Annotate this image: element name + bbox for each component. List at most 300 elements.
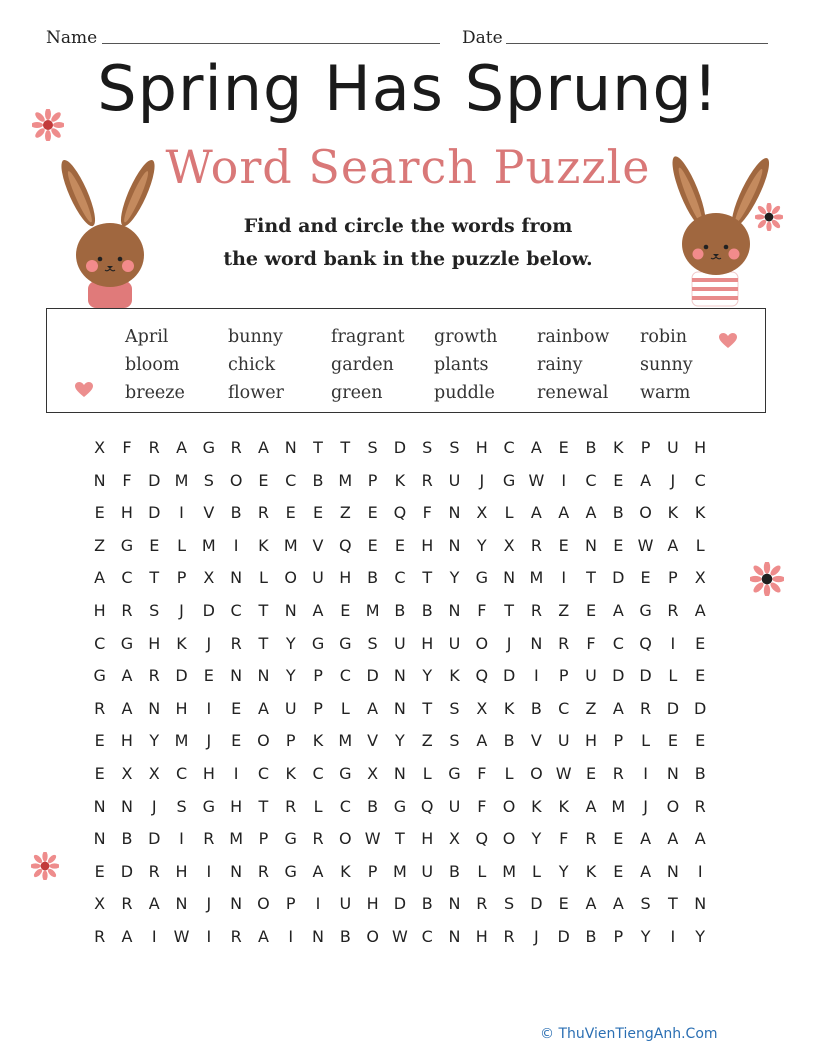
puzzle-letter[interactable]: N: [393, 666, 406, 686]
puzzle-letter[interactable]: R: [640, 698, 652, 718]
puzzle-letter[interactable]: I: [670, 633, 676, 653]
puzzle-letter[interactable]: B: [312, 470, 324, 490]
puzzle-letter[interactable]: X: [503, 535, 515, 555]
puzzle-letter[interactable]: E: [258, 470, 269, 490]
puzzle-letter[interactable]: Z: [94, 535, 106, 555]
puzzle-letter[interactable]: J: [206, 731, 212, 751]
puzzle-letter[interactable]: J: [179, 600, 184, 620]
puzzle-letter[interactable]: D: [120, 861, 134, 881]
puzzle-letter[interactable]: N: [448, 926, 461, 946]
puzzle-letter[interactable]: U: [557, 731, 570, 751]
puzzle-letter[interactable]: M: [611, 796, 626, 816]
puzzle-letter[interactable]: K: [531, 796, 542, 816]
puzzle-letter[interactable]: W: [364, 829, 381, 849]
puzzle-letter[interactable]: B: [503, 731, 515, 751]
puzzle-letter[interactable]: T: [667, 894, 678, 914]
puzzle-letter[interactable]: F: [477, 796, 487, 816]
puzzle-letter[interactable]: H: [475, 926, 488, 946]
puzzle-letter[interactable]: I: [670, 926, 676, 946]
puzzle-letter[interactable]: T: [586, 568, 596, 588]
puzzle-letter[interactable]: C: [339, 796, 351, 816]
puzzle-letter[interactable]: N: [666, 861, 679, 881]
puzzle-letter[interactable]: C: [175, 763, 188, 783]
puzzle-letter[interactable]: E: [695, 731, 706, 751]
puzzle-letter[interactable]: P: [258, 829, 269, 849]
puzzle-letter[interactable]: Y: [422, 666, 433, 686]
puzzle-letter[interactable]: O: [229, 470, 243, 490]
puzzle-letter[interactable]: E: [585, 600, 597, 620]
puzzle-letter[interactable]: B: [121, 829, 133, 849]
puzzle-letter[interactable]: D: [502, 666, 516, 686]
puzzle-letter[interactable]: S: [449, 731, 460, 751]
puzzle-letter[interactable]: E: [285, 503, 296, 523]
puzzle-letter[interactable]: C: [257, 763, 270, 783]
puzzle-letter[interactable]: P: [367, 861, 378, 881]
puzzle-letter[interactable]: P: [176, 568, 187, 588]
puzzle-letter[interactable]: W: [555, 763, 572, 783]
puzzle-letter[interactable]: Q: [475, 666, 489, 686]
puzzle-letter[interactable]: N: [230, 894, 243, 914]
puzzle-letter[interactable]: A: [257, 438, 269, 457]
puzzle-letter[interactable]: E: [613, 535, 624, 555]
puzzle-letter[interactable]: M: [393, 861, 407, 881]
puzzle-letter[interactable]: V: [530, 731, 542, 751]
puzzle-letter[interactable]: O: [339, 829, 352, 849]
puzzle-letter[interactable]: Z: [421, 731, 433, 751]
puzzle-letter[interactable]: M: [338, 731, 353, 751]
puzzle-letter[interactable]: T: [258, 633, 269, 653]
puzzle-letter[interactable]: R: [121, 894, 133, 914]
puzzle-letter[interactable]: X: [476, 503, 488, 523]
puzzle-letter[interactable]: A: [585, 503, 597, 523]
puzzle-letter[interactable]: V: [312, 535, 324, 555]
puzzle-letter[interactable]: T: [258, 600, 269, 620]
puzzle-letter[interactable]: N: [393, 698, 406, 718]
puzzle-letter[interactable]: O: [530, 763, 543, 783]
puzzle-letter[interactable]: Z: [585, 698, 597, 718]
puzzle-letter[interactable]: A: [558, 503, 570, 523]
puzzle-letter[interactable]: J: [670, 470, 676, 490]
puzzle-letter[interactable]: D: [175, 666, 188, 686]
puzzle-letter[interactable]: R: [148, 861, 160, 881]
puzzle-letter[interactable]: J: [506, 633, 512, 653]
puzzle-letter[interactable]: R: [503, 926, 515, 946]
puzzle-letter[interactable]: K: [340, 861, 351, 881]
puzzle-letter[interactable]: N: [448, 600, 461, 620]
puzzle-letter[interactable]: C: [394, 568, 406, 588]
puzzle-letter[interactable]: G: [339, 633, 352, 653]
puzzle-letter[interactable]: D: [393, 438, 407, 457]
puzzle-letter[interactable]: F: [559, 829, 569, 849]
puzzle-letter[interactable]: F: [122, 470, 132, 490]
puzzle-letter[interactable]: E: [231, 698, 242, 718]
puzzle-letter[interactable]: E: [94, 503, 105, 523]
puzzle-letter[interactable]: M: [201, 535, 216, 555]
puzzle-letter[interactable]: B: [230, 503, 242, 523]
puzzle-letter[interactable]: D: [530, 894, 543, 914]
puzzle-letter[interactable]: R: [667, 600, 679, 620]
puzzle-letter[interactable]: H: [202, 763, 215, 783]
puzzle-letter[interactable]: R: [558, 633, 570, 653]
puzzle-letter[interactable]: T: [313, 438, 323, 457]
puzzle-letter[interactable]: R: [148, 438, 160, 457]
puzzle-letter[interactable]: Z: [558, 600, 570, 620]
puzzle-letter[interactable]: D: [148, 503, 161, 523]
puzzle-letter[interactable]: A: [257, 698, 269, 718]
puzzle-letter[interactable]: Y: [149, 731, 160, 751]
puzzle-letter[interactable]: U: [394, 633, 406, 653]
puzzle-letter[interactable]: R: [230, 633, 242, 653]
puzzle-letter[interactable]: C: [94, 633, 106, 653]
puzzle-letter[interactable]: G: [120, 633, 134, 653]
puzzle-letter[interactable]: I: [288, 926, 294, 946]
puzzle-letter[interactable]: C: [421, 926, 433, 946]
puzzle-letter[interactable]: L: [177, 535, 186, 555]
puzzle-letter[interactable]: M: [174, 470, 189, 490]
puzzle-letter[interactable]: I: [233, 763, 239, 783]
puzzle-letter[interactable]: E: [613, 861, 624, 881]
puzzle-letter[interactable]: R: [94, 926, 106, 946]
puzzle-letter[interactable]: O: [257, 894, 270, 914]
puzzle-letter[interactable]: N: [257, 666, 270, 686]
puzzle-letter[interactable]: Z: [339, 503, 351, 523]
puzzle-letter[interactable]: B: [530, 698, 542, 718]
puzzle-letter[interactable]: O: [284, 568, 298, 588]
puzzle-letter[interactable]: U: [312, 568, 324, 588]
puzzle-letter[interactable]: I: [179, 829, 184, 849]
puzzle-letter[interactable]: K: [585, 861, 597, 881]
puzzle-letter[interactable]: H: [230, 796, 243, 816]
puzzle-letter[interactable]: X: [367, 763, 379, 783]
puzzle-letter[interactable]: R: [612, 763, 624, 783]
puzzle-letter[interactable]: X: [694, 568, 706, 588]
puzzle-letter[interactable]: R: [476, 894, 488, 914]
puzzle-letter[interactable]: D: [666, 698, 680, 718]
puzzle-letter[interactable]: L: [258, 568, 268, 588]
puzzle-letter[interactable]: E: [558, 438, 569, 457]
puzzle-letter[interactable]: A: [176, 438, 188, 457]
puzzle-letter[interactable]: H: [421, 829, 434, 849]
puzzle-letter[interactable]: F: [422, 503, 432, 523]
puzzle-letter[interactable]: P: [313, 698, 323, 718]
puzzle-letter[interactable]: B: [612, 503, 624, 523]
puzzle-letter[interactable]: J: [643, 796, 648, 816]
puzzle-letter[interactable]: A: [640, 829, 652, 849]
puzzle-letter[interactable]: D: [639, 666, 652, 686]
puzzle-letter[interactable]: E: [203, 666, 214, 686]
name-line[interactable]: [102, 43, 440, 44]
puzzle-letter[interactable]: H: [339, 568, 352, 588]
puzzle-letter[interactable]: E: [367, 535, 378, 555]
puzzle-letter[interactable]: I: [315, 894, 321, 914]
puzzle-letter[interactable]: B: [694, 763, 706, 783]
puzzle-letter[interactable]: P: [640, 438, 651, 457]
puzzle-letter[interactable]: S: [367, 633, 378, 653]
puzzle-letter[interactable]: X: [476, 698, 488, 718]
puzzle-letter[interactable]: K: [312, 731, 324, 751]
puzzle-letter[interactable]: T: [340, 438, 351, 457]
puzzle-letter[interactable]: D: [366, 666, 379, 686]
puzzle-letter[interactable]: G: [393, 796, 407, 816]
puzzle-letter[interactable]: P: [558, 666, 569, 686]
puzzle-letter[interactable]: A: [694, 600, 706, 620]
puzzle-letter[interactable]: E: [640, 568, 651, 588]
puzzle-letter[interactable]: U: [284, 698, 297, 718]
puzzle-letter[interactable]: I: [697, 861, 703, 881]
puzzle-letter[interactable]: D: [202, 600, 215, 620]
puzzle-letter[interactable]: A: [640, 861, 652, 881]
puzzle-letter[interactable]: S: [504, 894, 515, 914]
puzzle-letter[interactable]: W: [637, 535, 654, 555]
puzzle-letter[interactable]: N: [175, 894, 188, 914]
puzzle-letter[interactable]: U: [585, 666, 597, 686]
puzzle-letter[interactable]: P: [668, 568, 678, 588]
puzzle-letter[interactable]: A: [667, 829, 679, 849]
puzzle-letter[interactable]: A: [667, 535, 679, 555]
puzzle-letter[interactable]: A: [121, 666, 133, 686]
puzzle-letter[interactable]: T: [258, 796, 269, 816]
puzzle-letter[interactable]: I: [561, 470, 567, 490]
puzzle-letter[interactable]: L: [668, 666, 678, 686]
puzzle-letter[interactable]: S: [176, 796, 187, 816]
puzzle-letter[interactable]: J: [206, 894, 212, 914]
puzzle-letter[interactable]: G: [93, 666, 106, 686]
puzzle-letter[interactable]: N: [585, 535, 597, 555]
puzzle-letter[interactable]: L: [504, 763, 514, 783]
puzzle-letter[interactable]: B: [585, 926, 597, 946]
puzzle-letter[interactable]: K: [394, 470, 406, 490]
puzzle-letter[interactable]: G: [639, 600, 652, 620]
puzzle-letter[interactable]: G: [475, 568, 488, 588]
puzzle-letter[interactable]: D: [148, 829, 161, 849]
puzzle-letter[interactable]: B: [367, 796, 379, 816]
puzzle-letter[interactable]: D: [612, 568, 625, 588]
puzzle-letter[interactable]: G: [339, 763, 352, 783]
puzzle-letter[interactable]: N: [284, 600, 297, 620]
puzzle-letter[interactable]: L: [695, 535, 705, 555]
puzzle-letter[interactable]: G: [284, 861, 297, 881]
puzzle-letter[interactable]: C: [612, 633, 624, 653]
puzzle-letter[interactable]: Q: [420, 796, 434, 816]
puzzle-letter[interactable]: X: [148, 763, 160, 783]
puzzle-letter[interactable]: N: [448, 503, 461, 523]
puzzle-letter[interactable]: I: [643, 763, 648, 783]
puzzle-letter[interactable]: G: [284, 829, 297, 849]
puzzle-letter[interactable]: E: [558, 894, 569, 914]
puzzle-letter[interactable]: F: [122, 438, 132, 457]
puzzle-letter[interactable]: R: [203, 829, 215, 849]
puzzle-letter[interactable]: M: [502, 861, 516, 881]
puzzle-letter[interactable]: A: [476, 731, 488, 751]
puzzle-letter[interactable]: M: [338, 470, 353, 490]
puzzle-letter[interactable]: S: [149, 600, 160, 620]
puzzle-letter[interactable]: M: [283, 535, 298, 555]
puzzle-letter[interactable]: K: [449, 666, 460, 686]
puzzle-letter[interactable]: A: [94, 568, 106, 588]
puzzle-letter[interactable]: N: [230, 861, 243, 881]
puzzle-letter[interactable]: Y: [531, 829, 542, 849]
puzzle-letter[interactable]: K: [694, 503, 706, 523]
puzzle-letter[interactable]: B: [421, 894, 433, 914]
puzzle-letter[interactable]: A: [530, 438, 542, 457]
puzzle-letter[interactable]: F: [477, 600, 487, 620]
puzzle-letter[interactable]: T: [149, 568, 160, 588]
puzzle-letter[interactable]: A: [257, 926, 269, 946]
puzzle-letter[interactable]: E: [149, 535, 160, 555]
puzzle-letter[interactable]: S: [203, 470, 214, 490]
puzzle-letter[interactable]: G: [311, 633, 325, 653]
puzzle-letter[interactable]: V: [367, 731, 379, 751]
puzzle-letter[interactable]: M: [365, 600, 380, 620]
puzzle-letter[interactable]: W: [392, 926, 408, 946]
puzzle-letter[interactable]: B: [394, 600, 406, 620]
puzzle-letter[interactable]: E: [585, 763, 597, 783]
puzzle-letter[interactable]: K: [176, 633, 187, 653]
puzzle-letter[interactable]: C: [230, 600, 242, 620]
puzzle-letter[interactable]: P: [367, 470, 378, 490]
puzzle-letter[interactable]: K: [613, 438, 624, 457]
puzzle-letter[interactable]: G: [202, 796, 216, 816]
puzzle-letter[interactable]: I: [534, 666, 539, 686]
puzzle-letter[interactable]: R: [312, 829, 324, 849]
puzzle-letter[interactable]: G: [448, 763, 461, 783]
puzzle-letter[interactable]: U: [667, 438, 679, 457]
puzzle-letter[interactable]: P: [313, 666, 323, 686]
puzzle-letter[interactable]: K: [667, 503, 679, 523]
puzzle-letter[interactable]: U: [339, 894, 352, 914]
puzzle-letter[interactable]: D: [557, 926, 570, 946]
puzzle-letter[interactable]: L: [504, 503, 514, 523]
puzzle-letter[interactable]: Y: [640, 926, 651, 946]
puzzle-letter[interactable]: N: [93, 470, 106, 490]
puzzle-letter[interactable]: R: [257, 861, 269, 881]
puzzle-letter[interactable]: J: [534, 926, 539, 946]
puzzle-letter[interactable]: H: [148, 633, 161, 653]
puzzle-letter[interactable]: Y: [476, 535, 487, 555]
puzzle-letter[interactable]: U: [448, 470, 461, 490]
puzzle-letter[interactable]: R: [530, 535, 542, 555]
puzzle-letter[interactable]: Y: [449, 568, 460, 588]
puzzle-letter[interactable]: I: [179, 503, 184, 523]
puzzle-letter[interactable]: L: [313, 796, 323, 816]
puzzle-letter[interactable]: K: [558, 796, 569, 816]
puzzle-letter[interactable]: Y: [695, 926, 706, 946]
puzzle-letter[interactable]: E: [558, 535, 569, 555]
puzzle-letter[interactable]: G: [502, 470, 516, 490]
puzzle-letter[interactable]: A: [640, 470, 652, 490]
date-line[interactable]: [506, 43, 768, 44]
puzzle-letter[interactable]: Q: [339, 535, 352, 555]
puzzle-letter[interactable]: S: [640, 894, 651, 914]
puzzle-letter[interactable]: C: [694, 470, 706, 490]
puzzle-letter[interactable]: A: [121, 926, 133, 946]
puzzle-letter[interactable]: L: [422, 763, 432, 783]
puzzle-letter[interactable]: C: [312, 763, 324, 783]
puzzle-letter[interactable]: P: [613, 926, 624, 946]
puzzle-letter[interactable]: F: [586, 633, 596, 653]
puzzle-letter[interactable]: H: [584, 731, 597, 751]
puzzle-letter[interactable]: O: [257, 731, 270, 751]
puzzle-letter[interactable]: N: [284, 438, 297, 457]
puzzle-letter[interactable]: C: [285, 470, 297, 490]
puzzle-letter[interactable]: E: [394, 535, 405, 555]
puzzle-letter[interactable]: B: [585, 438, 597, 457]
puzzle-grid[interactable]: [86, 432, 714, 954]
puzzle-letter[interactable]: I: [561, 568, 567, 588]
puzzle-letter[interactable]: R: [121, 600, 133, 620]
puzzle-letter[interactable]: X: [121, 763, 133, 783]
puzzle-letter[interactable]: R: [530, 600, 542, 620]
puzzle-letter[interactable]: A: [148, 894, 160, 914]
puzzle-letter[interactable]: I: [233, 535, 239, 555]
puzzle-letter[interactable]: S: [449, 698, 460, 718]
puzzle-letter[interactable]: U: [448, 796, 461, 816]
puzzle-letter[interactable]: L: [531, 861, 541, 881]
puzzle-letter[interactable]: X: [94, 894, 106, 914]
puzzle-letter[interactable]: R: [148, 666, 160, 686]
puzzle-letter[interactable]: N: [93, 796, 106, 816]
puzzle-letter[interactable]: S: [422, 438, 433, 457]
puzzle-letter[interactable]: E: [613, 470, 624, 490]
puzzle-letter[interactable]: N: [312, 926, 324, 946]
puzzle-letter[interactable]: H: [421, 535, 434, 555]
puzzle-letter[interactable]: H: [93, 600, 106, 620]
puzzle-letter[interactable]: J: [479, 470, 485, 490]
puzzle-letter[interactable]: L: [641, 731, 651, 751]
puzzle-letter[interactable]: R: [94, 698, 106, 718]
puzzle-letter[interactable]: E: [613, 829, 624, 849]
puzzle-letter[interactable]: O: [639, 503, 652, 523]
puzzle-letter[interactable]: H: [366, 894, 379, 914]
puzzle-letter[interactable]: C: [503, 438, 515, 457]
puzzle-letter[interactable]: A: [585, 796, 597, 816]
puzzle-letter[interactable]: D: [148, 470, 161, 490]
puzzle-letter[interactable]: A: [612, 894, 624, 914]
puzzle-letter[interactable]: I: [206, 926, 212, 946]
puzzle-letter[interactable]: X: [94, 438, 106, 457]
puzzle-letter[interactable]: A: [367, 698, 379, 718]
puzzle-letter[interactable]: U: [448, 633, 461, 653]
puzzle-letter[interactable]: A: [694, 829, 706, 849]
puzzle-letter[interactable]: V: [203, 503, 215, 523]
puzzle-letter[interactable]: E: [94, 861, 105, 881]
puzzle-letter[interactable]: M: [529, 568, 544, 588]
puzzle-letter[interactable]: K: [258, 535, 269, 555]
puzzle-letter[interactable]: B: [449, 861, 460, 881]
puzzle-letter[interactable]: J: [206, 633, 212, 653]
puzzle-letter[interactable]: Y: [285, 666, 296, 686]
puzzle-letter[interactable]: C: [585, 470, 597, 490]
puzzle-letter[interactable]: K: [285, 763, 296, 783]
puzzle-letter[interactable]: O: [502, 796, 516, 816]
puzzle-letter[interactable]: E: [231, 731, 242, 751]
puzzle-letter[interactable]: G: [202, 438, 216, 457]
puzzle-letter[interactable]: T: [422, 698, 433, 718]
puzzle-letter[interactable]: A: [312, 861, 324, 881]
puzzle-letter[interactable]: A: [585, 894, 597, 914]
puzzle-letter[interactable]: G: [120, 535, 134, 555]
puzzle-letter[interactable]: N: [148, 698, 161, 718]
puzzle-letter[interactable]: O: [366, 926, 379, 946]
puzzle-letter[interactable]: P: [285, 731, 296, 751]
puzzle-letter[interactable]: R: [230, 438, 242, 457]
puzzle-letter[interactable]: I: [206, 698, 212, 718]
puzzle-letter[interactable]: E: [695, 633, 706, 653]
puzzle-letter[interactable]: E: [340, 600, 351, 620]
puzzle-letter[interactable]: N: [230, 568, 243, 588]
puzzle-letter[interactable]: N: [393, 763, 406, 783]
puzzle-letter[interactable]: R: [257, 503, 269, 523]
